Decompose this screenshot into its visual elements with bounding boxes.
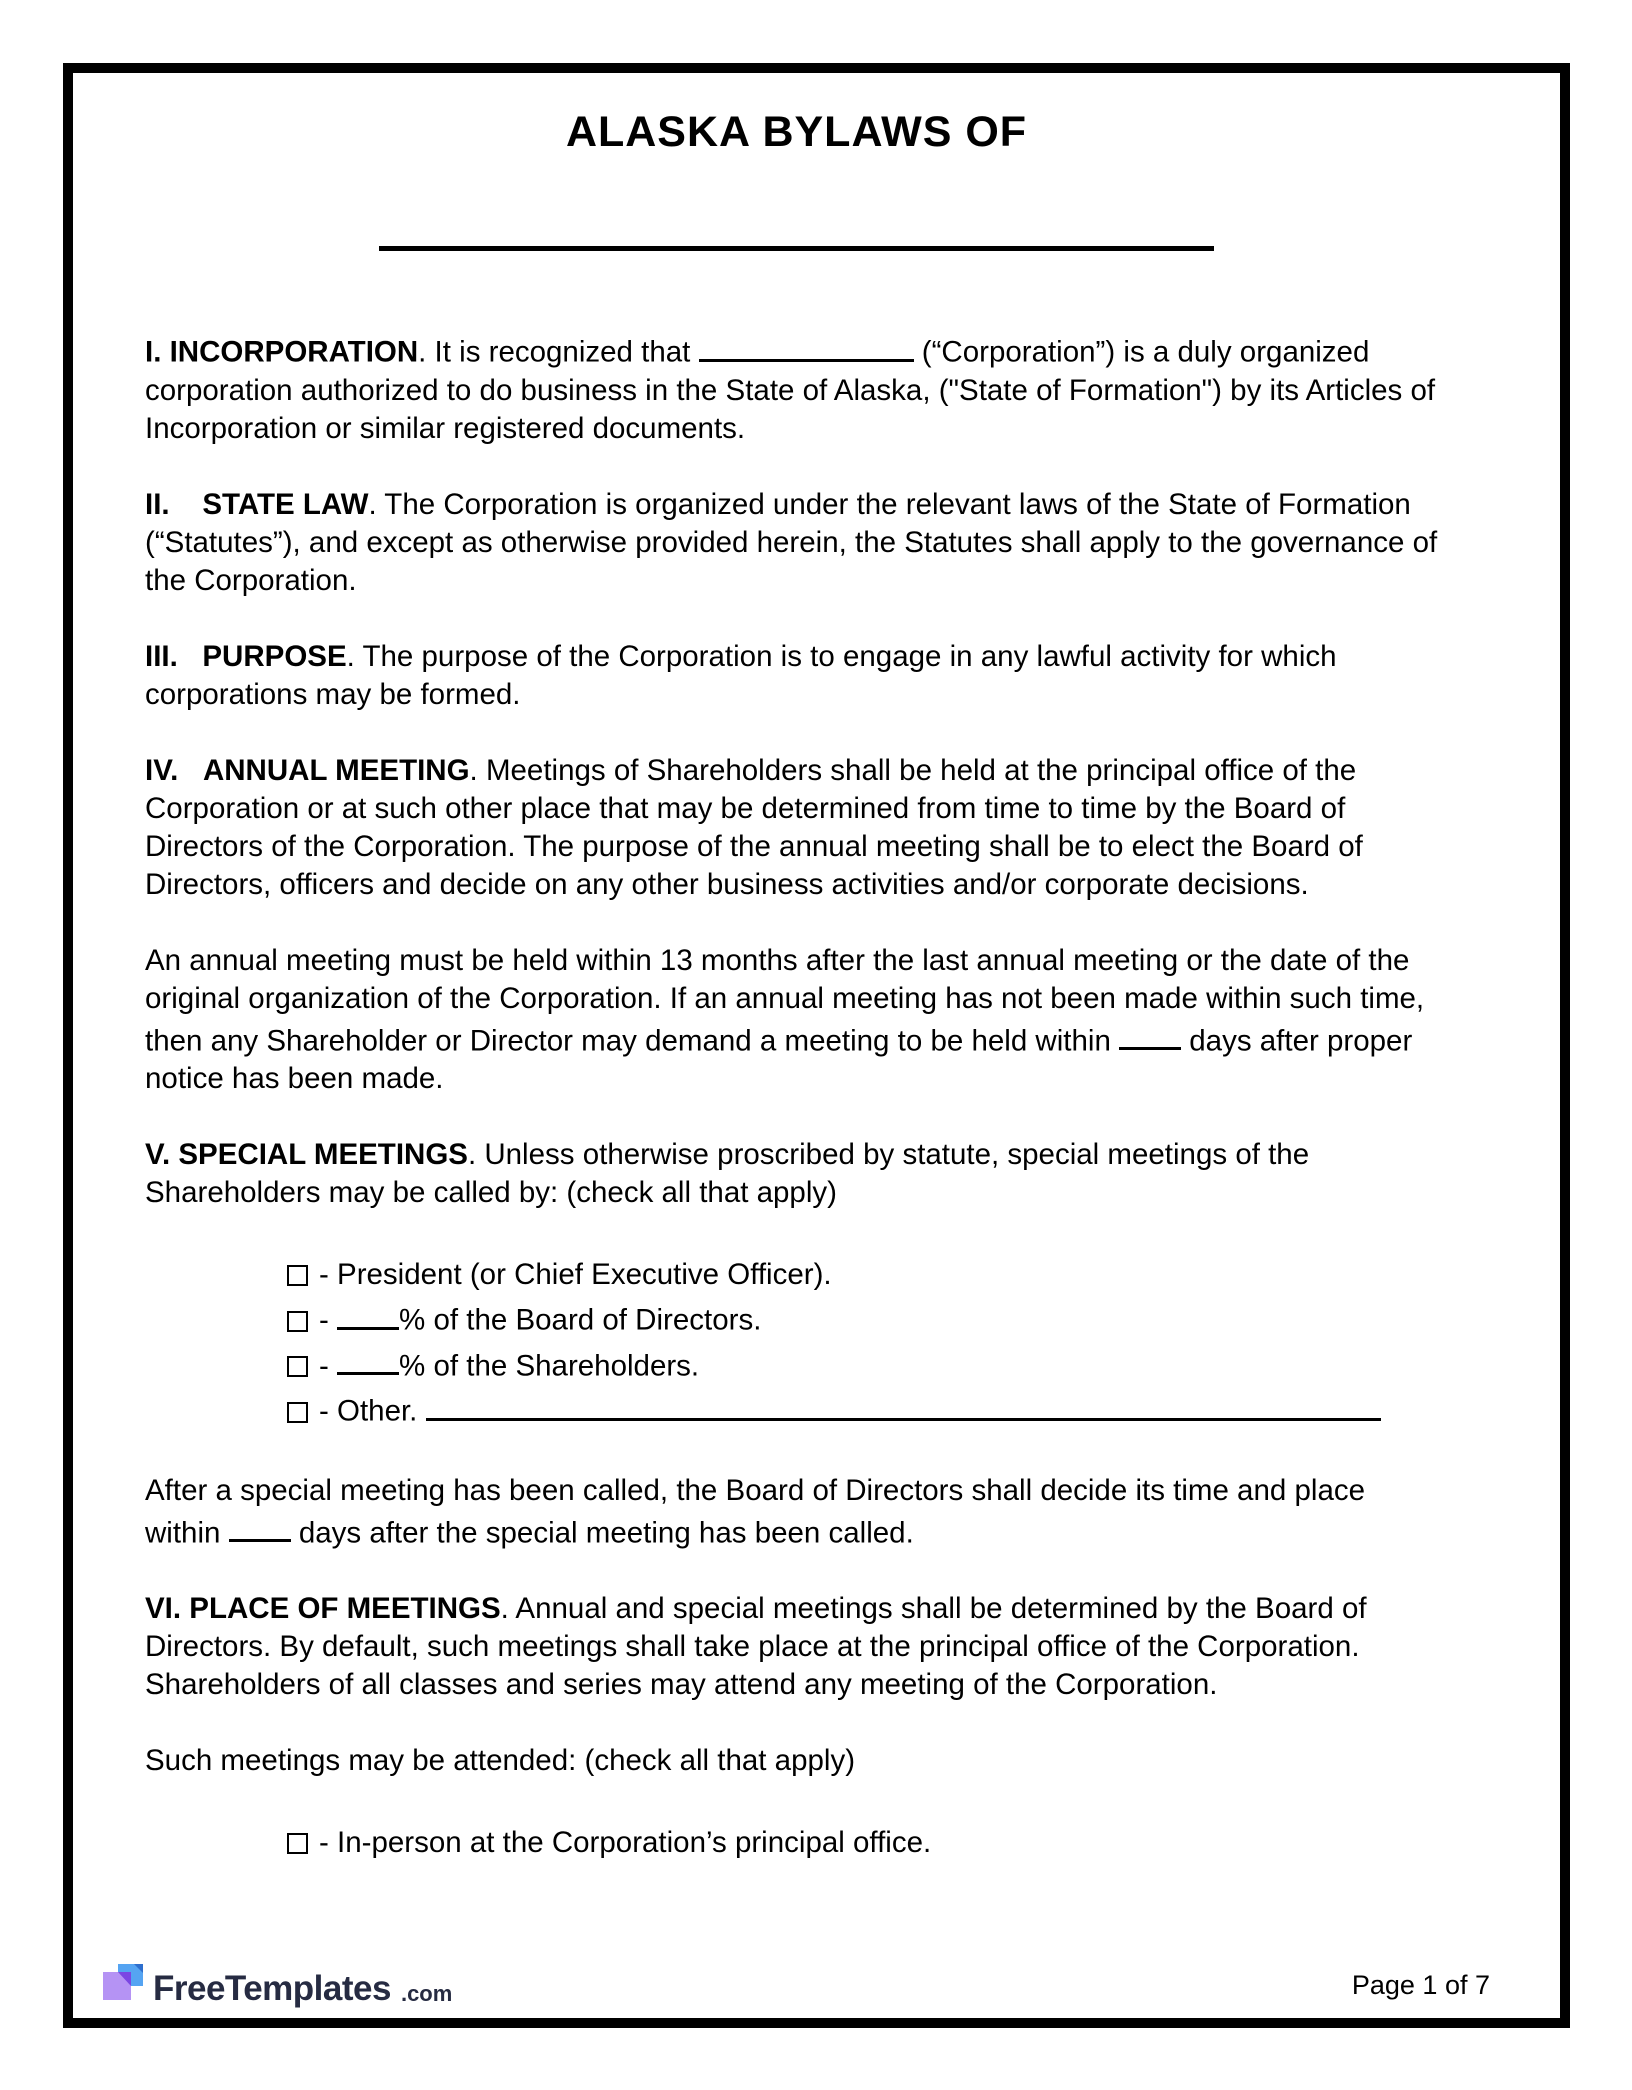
paragraph: VI. PLACE OF MEETINGS. Annual and special meetings shall be determined by the Board of Directors. By default, such meetings shall take place at the principal office of the Corporation. Shareholders of all classes and series may attend any meeting of the Corporation. [145,1592,1367,1702]
paragraph: IV. ANNUAL MEETING. Meetings of Shareholders shall be held at the principal office of the Corporation or at such other place that may be determined from time to time by the Board of Directors of the Corporation. The purpose of the annual meeting shall be to elect the Board of Directors, officers and decide on any other business activities and/or corporate decisions. [145,753,1363,901]
fill-in-blank-line [699,329,914,362]
checkbox-item: - % of the Board of Directors. [287,1297,1448,1343]
section-heading: IV. ANNUAL MEETING [145,753,470,787]
page-footer [103,1964,1490,2006]
page-number: Page 1 of 7 [1351,1969,1490,2000]
fill-in-blank-line [1119,1018,1181,1051]
paragraph: I. INCORPORATION. It is recognized that (“Corporation”) is a duly organized corporation authorized to do business in the State of Alaska, ("State of Formation") by its Articles of Incorporation or similar registered documents. [145,329,1448,448]
section-heading: I. INCORPORATION [145,335,419,369]
checkbox-icon[interactable] [287,1265,308,1286]
paragraph: V. SPECIAL MEETINGS. Unless otherwise proscribed by statute, special meetings of the Shareholders may be called by: (check all that apply) [145,1138,1310,1210]
section-heading: III. PURPOSE [145,639,347,673]
checkbox-icon[interactable] [287,1402,308,1423]
brand-logo [103,1964,452,2006]
page-title: ALASKA BYLAWS OF [565,108,1028,156]
checkbox-item: - % of the Shareholders. [287,1343,1448,1389]
section-heading: V. SPECIAL MEETINGS [145,1138,468,1172]
section-heading: II. STATE LAW [145,487,369,521]
sections-container [145,329,1448,1865]
section-heading: VI. PLACE OF MEETINGS [145,1592,501,1626]
paragraph: After a special meeting has been called, the Board of Directors shall decide its time and place within days after the special meeting has been called. [145,1473,1366,1550]
checkbox-item: - In-person at the Corporation’s principal office. [287,1820,1448,1865]
paragraph: An annual meeting must be held within 13 months after the last annual meeting or the date of the original organization of the Corporation. If an annual meeting has not been made within such time, then any Shareholder or Director may demand a meeting to be held within days after proper notice has been made. [145,943,1425,1096]
brand-name: FreeTemplates [153,1969,391,2008]
checkbox-icon[interactable] [287,1311,308,1332]
checkbox-list [145,1820,1448,1865]
fill-in-blank-line [337,1343,399,1376]
paragraph: III. PURPOSE. The purpose of the Corporation is to engage in any lawful activity for which corporations may be formed. [145,639,1337,711]
paragraph: II. STATE LAW. The Corporation is organized under the relevant laws of the State of Formation (“Statutes”), and except as otherwise provided herein, the Statutes shall apply to the governance of the Corporation. [145,487,1438,597]
checkbox-item: - President (or Chief Executive Officer). [287,1252,1448,1297]
checkbox-icon[interactable] [287,1356,308,1377]
fill-in-blank-line [337,1297,399,1330]
brand-tld: .com [400,1981,453,2006]
paragraph: Such meetings may be attended: (check all that apply) [145,1744,856,1778]
checkbox-list [145,1252,1448,1434]
title-blank-line [379,246,1214,251]
document-body [73,109,1560,1865]
logo-mark-icon [103,1964,143,2006]
checkbox-icon[interactable] [287,1833,308,1854]
fill-in-blank-line [229,1510,291,1543]
page-border-frame [63,63,1570,2028]
checkbox-item: - Other. [287,1388,1448,1434]
fill-in-blank-line [426,1388,1381,1421]
